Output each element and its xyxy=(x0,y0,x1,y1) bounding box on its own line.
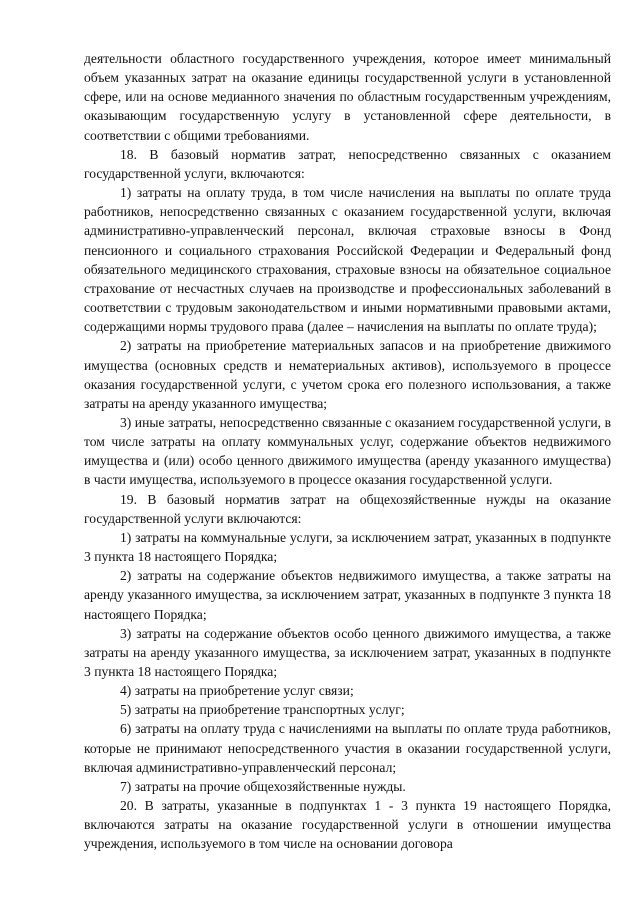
paragraph-item-20: 20. В затраты, указанные в подпунктах 1 - 3 пункта 19 настоящего Порядка, включаются затраты на оказание государственной услуги в отношении имущества учреждения, используемого в том числе на основании договора xyxy=(84,798,611,852)
paragraph-19-6: 6) затраты на оплату труда с начислениями на выплаты по оплате труда работников, которые не принимают непосредственного участия в оказании государственной услуги, включая административно-управленческий персонал; xyxy=(84,721,611,775)
paragraph-19-1: 1) затраты на коммунальные услуги, за исключением затрат, указанных в подпункте 3 пункта 18 настоящего Порядка; xyxy=(84,529,611,565)
paragraph-19-5: 5) затраты на приобретение транспортных услуг; xyxy=(120,702,405,718)
paragraph-18-3: 3) иные затраты, непосредственно связанные с оказанием государственной услуги, в том числе затраты на оплату коммунальных услуг, содержание объектов недвижимого имущества и (или) особо ценного движимого имущества (аренду указанного имущества) в части имущества, используемого в процессе оказания государственной услуги. xyxy=(84,414,611,488)
document-page xyxy=(84,49,611,854)
paragraph-item-19: 19. В базовый норматив затрат на общехозяйственные нужды на оказание государственной услуги включаются: xyxy=(84,491,611,526)
paragraph-19-4: 4) затраты на приобретение услуг связи; xyxy=(120,683,354,699)
paragraph-18-2: 2) затраты на приобретение материальных запасов и на приобретение движимого имущества (основных средств и нематериальных активов), используемого в процессе оказания государственной услуги, с учетом срока его полезного использования, а также затраты на аренду указанного имущества; xyxy=(84,338,611,411)
paragraph-18-1: 1) затраты на оплату труда, в том числе начисления на выплаты по оплате труда работников, непосредственно связанных с оказанием государственной услуги, включая административно-управленческий персонал, включая страховые взносы в Фонд пенсионного и социального страхования Российской Федерации и Федеральный фонд обязательного медицинского страхования, страховые взносы на обязательное социальное страхование от несчастных случаев на производстве и профессиональных заболеваний в соответствии с трудовым законодательством и иными нормативными правовыми актами, содержащими нормы трудового права (далее – начисления на выплаты по оплате труда); xyxy=(84,185,611,335)
paragraph-19-3: 3) затраты на содержание объектов особо ценного движимого имущества, а также затраты на аренду указанного имущества, за исключением затрат, указанных в подпункте 3 пункта 18 настоящего Порядка; xyxy=(84,625,611,679)
paragraph-continuation: деятельности областного государственного учреждения, которое имеет минимальный объем указанных затрат на оказание единицы государственной услуги в установленной сфере, или на основе медианного значения по областным государственным учреждениям, оказывающим государственную услугу в установленной сфере деятельности, в соответствии с общими требованиями. xyxy=(84,51,611,143)
paragraph-item-18: 18. В базовый норматив затрат, непосредственно связанных с оказанием государственной услуги, включаются: xyxy=(84,146,611,181)
paragraph-19-2: 2) затраты на содержание объектов недвижимого имущества, а также затраты на аренду указанного имущества, за исключением затрат, указанных в подпункте 3 пункта 18 настоящего Порядка; xyxy=(84,568,611,622)
paragraph-19-7: 7) затраты на прочие общехозяйственные нужды. xyxy=(120,778,406,794)
